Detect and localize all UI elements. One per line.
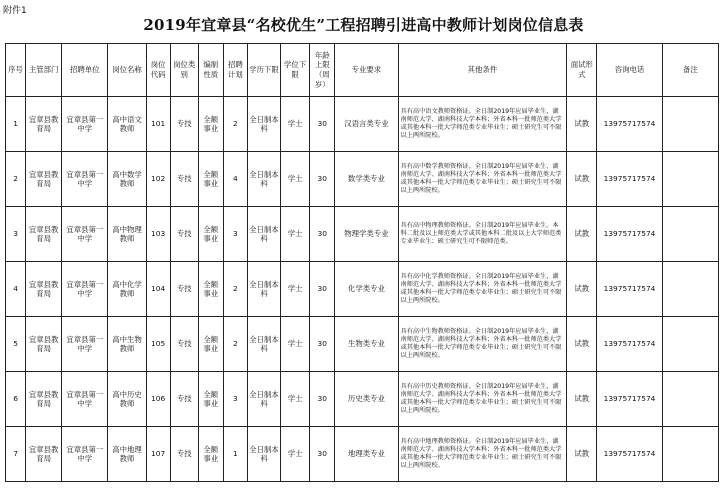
degree-cell: 学士 bbox=[281, 317, 310, 372]
interview-cell: 试教 bbox=[567, 152, 597, 207]
header-cell: 面试形式 bbox=[567, 44, 597, 97]
interview-cell: 试教 bbox=[567, 207, 597, 262]
table-row bbox=[6, 427, 719, 482]
row-number: 3 bbox=[6, 207, 26, 262]
education-cell: 全日制本科 bbox=[247, 372, 280, 427]
row-number: 4 bbox=[6, 262, 26, 317]
category-cell: 专技 bbox=[170, 262, 198, 317]
phone-cell: 13975717574 bbox=[597, 372, 662, 427]
dept-cell: 宜章县教育局 bbox=[26, 207, 62, 262]
interview-cell: 试教 bbox=[567, 97, 597, 152]
plan-cell: 3 bbox=[223, 207, 247, 262]
age-cell: 30 bbox=[310, 97, 335, 152]
category-cell: 专技 bbox=[170, 427, 198, 482]
plan-cell: 2 bbox=[223, 317, 247, 372]
dept-cell: 宜章县教育局 bbox=[26, 317, 62, 372]
remark-cell bbox=[662, 262, 718, 317]
table-row bbox=[6, 207, 719, 262]
unit-cell: 宜章县第一中学 bbox=[62, 427, 108, 482]
post-cell: 高中历史教师 bbox=[108, 372, 146, 427]
nature-cell: 全额事业 bbox=[198, 427, 223, 482]
dept-cell: 宜章县教育局 bbox=[26, 427, 62, 482]
degree-cell: 学士 bbox=[281, 207, 310, 262]
header-cell: 学历下限 bbox=[247, 44, 280, 97]
major-cell: 汉语言类专业 bbox=[335, 97, 398, 152]
education-cell: 全日制本科 bbox=[247, 152, 280, 207]
conditions-cell: 具有高中历史教师资格证。全日制2019年应届毕业生，湖南师范大学、湖南科技大学本科；外省本科一批师范类大学或其他本科一批大学师范类专业毕业生；硕士研究生可不限以上两所院校。 bbox=[398, 372, 567, 427]
phone-cell: 13975717574 bbox=[597, 262, 662, 317]
post-cell: 高中生物教师 bbox=[108, 317, 146, 372]
header-cell: 其他条件 bbox=[398, 44, 567, 97]
table-row bbox=[6, 317, 719, 372]
dept-cell: 宜章县教育局 bbox=[26, 97, 62, 152]
header-cell: 专业要求 bbox=[335, 44, 398, 97]
conditions-cell: 具有高中地理教师资格证。全日制2019年应届毕业生，湖南师范大学、湖南科技大学本科；外省本科一批师范类大学或其他本科一批大学师范类专业毕业生；硕士研究生可不限以上两所院校。 bbox=[398, 427, 567, 482]
category-cell: 专技 bbox=[170, 207, 198, 262]
interview-cell: 试教 bbox=[567, 317, 597, 372]
conditions-cell: 具有高中生物教师资格证。全日制2019年应届毕业生，湖南师范大学、湖南科技大学本科；外省本科一批师范类大学或其他本科一批大学师范类专业毕业生；硕士研究生可不限以上两所院校。 bbox=[398, 317, 567, 372]
phone-cell: 13975717574 bbox=[597, 97, 662, 152]
remark-cell bbox=[662, 207, 718, 262]
nature-cell: 全额事业 bbox=[198, 262, 223, 317]
age-cell: 30 bbox=[310, 317, 335, 372]
education-cell: 全日制本科 bbox=[247, 97, 280, 152]
degree-cell: 学士 bbox=[281, 372, 310, 427]
code-cell: 102 bbox=[146, 152, 170, 207]
header-cell: 备注 bbox=[662, 44, 718, 97]
plan-cell: 2 bbox=[223, 97, 247, 152]
remark-cell bbox=[662, 427, 718, 482]
major-cell: 历史类专业 bbox=[335, 372, 398, 427]
phone-cell: 13975717574 bbox=[597, 152, 662, 207]
dept-cell: 宜章县教育局 bbox=[26, 372, 62, 427]
row-number: 2 bbox=[6, 152, 26, 207]
degree-cell: 学士 bbox=[281, 152, 310, 207]
conditions-cell: 具有高中数学教师资格证。全日制2019年应届毕业生，湖南师范大学、湖南科技大学本科；外省本科一批师范类大学或其他本科一批大学师范类专业毕业生；硕士研究生可不限以上两所院校。 bbox=[398, 152, 567, 207]
header-cell: 岗位代码 bbox=[146, 44, 170, 97]
code-cell: 107 bbox=[146, 427, 170, 482]
unit-cell: 宜章县第一中学 bbox=[62, 262, 108, 317]
phone-cell: 13975717574 bbox=[597, 207, 662, 262]
category-cell: 专技 bbox=[170, 317, 198, 372]
conditions-cell: 具有高中物理教师资格证。全日制2019年应届毕业生。本科二批及以上师范类大学或其他本科二批及以上大学师范类专业毕业生；硕士研究生可不限师范类。 bbox=[398, 207, 567, 262]
post-cell: 高中数学教师 bbox=[108, 152, 146, 207]
nature-cell: 全额事业 bbox=[198, 317, 223, 372]
code-cell: 103 bbox=[146, 207, 170, 262]
header-cell: 年龄上限（周岁） bbox=[310, 44, 335, 97]
conditions-cell: 具有高中语文教师资格证。全日制2019年应届毕业生，湖南师范大学、湖南科技大学本科；外省本科一批师范类大学或其他本科一批大学师范类专业毕业生；硕士研究生可不限以上两所院校。 bbox=[398, 97, 567, 152]
header-cell: 序号 bbox=[6, 44, 26, 97]
age-cell: 30 bbox=[310, 372, 335, 427]
phone-cell: 13975717574 bbox=[597, 317, 662, 372]
header-cell: 咨询电话 bbox=[597, 44, 662, 97]
remark-cell bbox=[662, 152, 718, 207]
code-cell: 104 bbox=[146, 262, 170, 317]
major-cell: 地理类专业 bbox=[335, 427, 398, 482]
interview-cell: 试教 bbox=[567, 262, 597, 317]
major-cell: 物理学类专业 bbox=[335, 207, 398, 262]
dept-cell: 宜章县教育局 bbox=[26, 262, 62, 317]
degree-cell: 学士 bbox=[281, 262, 310, 317]
post-cell: 高中化学教师 bbox=[108, 262, 146, 317]
category-cell: 专技 bbox=[170, 152, 198, 207]
interview-cell: 试教 bbox=[567, 427, 597, 482]
plan-cell: 1 bbox=[223, 427, 247, 482]
nature-cell: 全额事业 bbox=[198, 97, 223, 152]
unit-cell: 宜章县第一中学 bbox=[62, 207, 108, 262]
category-cell: 专技 bbox=[170, 97, 198, 152]
header-cell: 招聘单位 bbox=[62, 44, 108, 97]
header-cell: 编制性质 bbox=[198, 44, 223, 97]
nature-cell: 全额事业 bbox=[198, 372, 223, 427]
header-cell: 主管部门 bbox=[26, 44, 62, 97]
remark-cell bbox=[662, 97, 718, 152]
education-cell: 全日制本科 bbox=[247, 427, 280, 482]
code-cell: 105 bbox=[146, 317, 170, 372]
code-cell: 106 bbox=[146, 372, 170, 427]
header-cell: 岗位类别 bbox=[170, 44, 198, 97]
post-cell: 高中物理教师 bbox=[108, 207, 146, 262]
row-number: 5 bbox=[6, 317, 26, 372]
post-cell: 高中语文教师 bbox=[108, 97, 146, 152]
attachment-label: 附件1 bbox=[3, 6, 27, 16]
code-cell: 101 bbox=[146, 97, 170, 152]
unit-cell: 宜章县第一中学 bbox=[62, 97, 108, 152]
plan-cell: 4 bbox=[223, 152, 247, 207]
education-cell: 全日制本科 bbox=[247, 317, 280, 372]
degree-cell: 学士 bbox=[281, 427, 310, 482]
plan-cell: 3 bbox=[223, 372, 247, 427]
major-cell: 生物类专业 bbox=[335, 317, 398, 372]
unit-cell: 宜章县第一中学 bbox=[62, 317, 108, 372]
header-cell: 岗位名称 bbox=[108, 44, 146, 97]
category-cell: 专技 bbox=[170, 372, 198, 427]
major-cell: 数学类专业 bbox=[335, 152, 398, 207]
table-row bbox=[6, 262, 719, 317]
remark-cell bbox=[662, 372, 718, 427]
table-row bbox=[6, 97, 719, 152]
recruitment-table bbox=[5, 43, 719, 482]
plan-cell: 2 bbox=[223, 262, 247, 317]
table-row bbox=[6, 152, 719, 207]
major-cell: 化学类专业 bbox=[335, 262, 398, 317]
age-cell: 30 bbox=[310, 427, 335, 482]
education-cell: 全日制本科 bbox=[247, 262, 280, 317]
document-title: 2019年宜章县“名校优生”工程招聘引进高中教师计划岗位信息表 bbox=[143, 16, 584, 34]
degree-cell: 学士 bbox=[281, 97, 310, 152]
nature-cell: 全额事业 bbox=[198, 152, 223, 207]
interview-cell: 试教 bbox=[567, 372, 597, 427]
education-cell: 全日制本科 bbox=[247, 207, 280, 262]
age-cell: 30 bbox=[310, 152, 335, 207]
post-cell: 高中地理教师 bbox=[108, 427, 146, 482]
conditions-cell: 具有高中化学教师资格证。全日制2019年应届毕业生，湖南师范大学、湖南科技大学本科；外省本科一批师范类大学或其他本科一批大学师范类专业毕业生；硕士研究生可不限以上两所院校。 bbox=[398, 262, 567, 317]
unit-cell: 宜章县第一中学 bbox=[62, 152, 108, 207]
phone-cell: 13975717574 bbox=[597, 427, 662, 482]
age-cell: 30 bbox=[310, 207, 335, 262]
nature-cell: 全额事业 bbox=[198, 207, 223, 262]
row-number: 6 bbox=[6, 372, 26, 427]
table-row bbox=[6, 372, 719, 427]
remark-cell bbox=[662, 317, 718, 372]
header-row bbox=[6, 44, 719, 97]
age-cell: 30 bbox=[310, 262, 335, 317]
unit-cell: 宜章县第一中学 bbox=[62, 372, 108, 427]
row-number: 1 bbox=[6, 97, 26, 152]
header-cell: 招聘计划 bbox=[223, 44, 247, 97]
dept-cell: 宜章县教育局 bbox=[26, 152, 62, 207]
header-cell: 学位下限 bbox=[281, 44, 310, 97]
row-number: 7 bbox=[6, 427, 26, 482]
